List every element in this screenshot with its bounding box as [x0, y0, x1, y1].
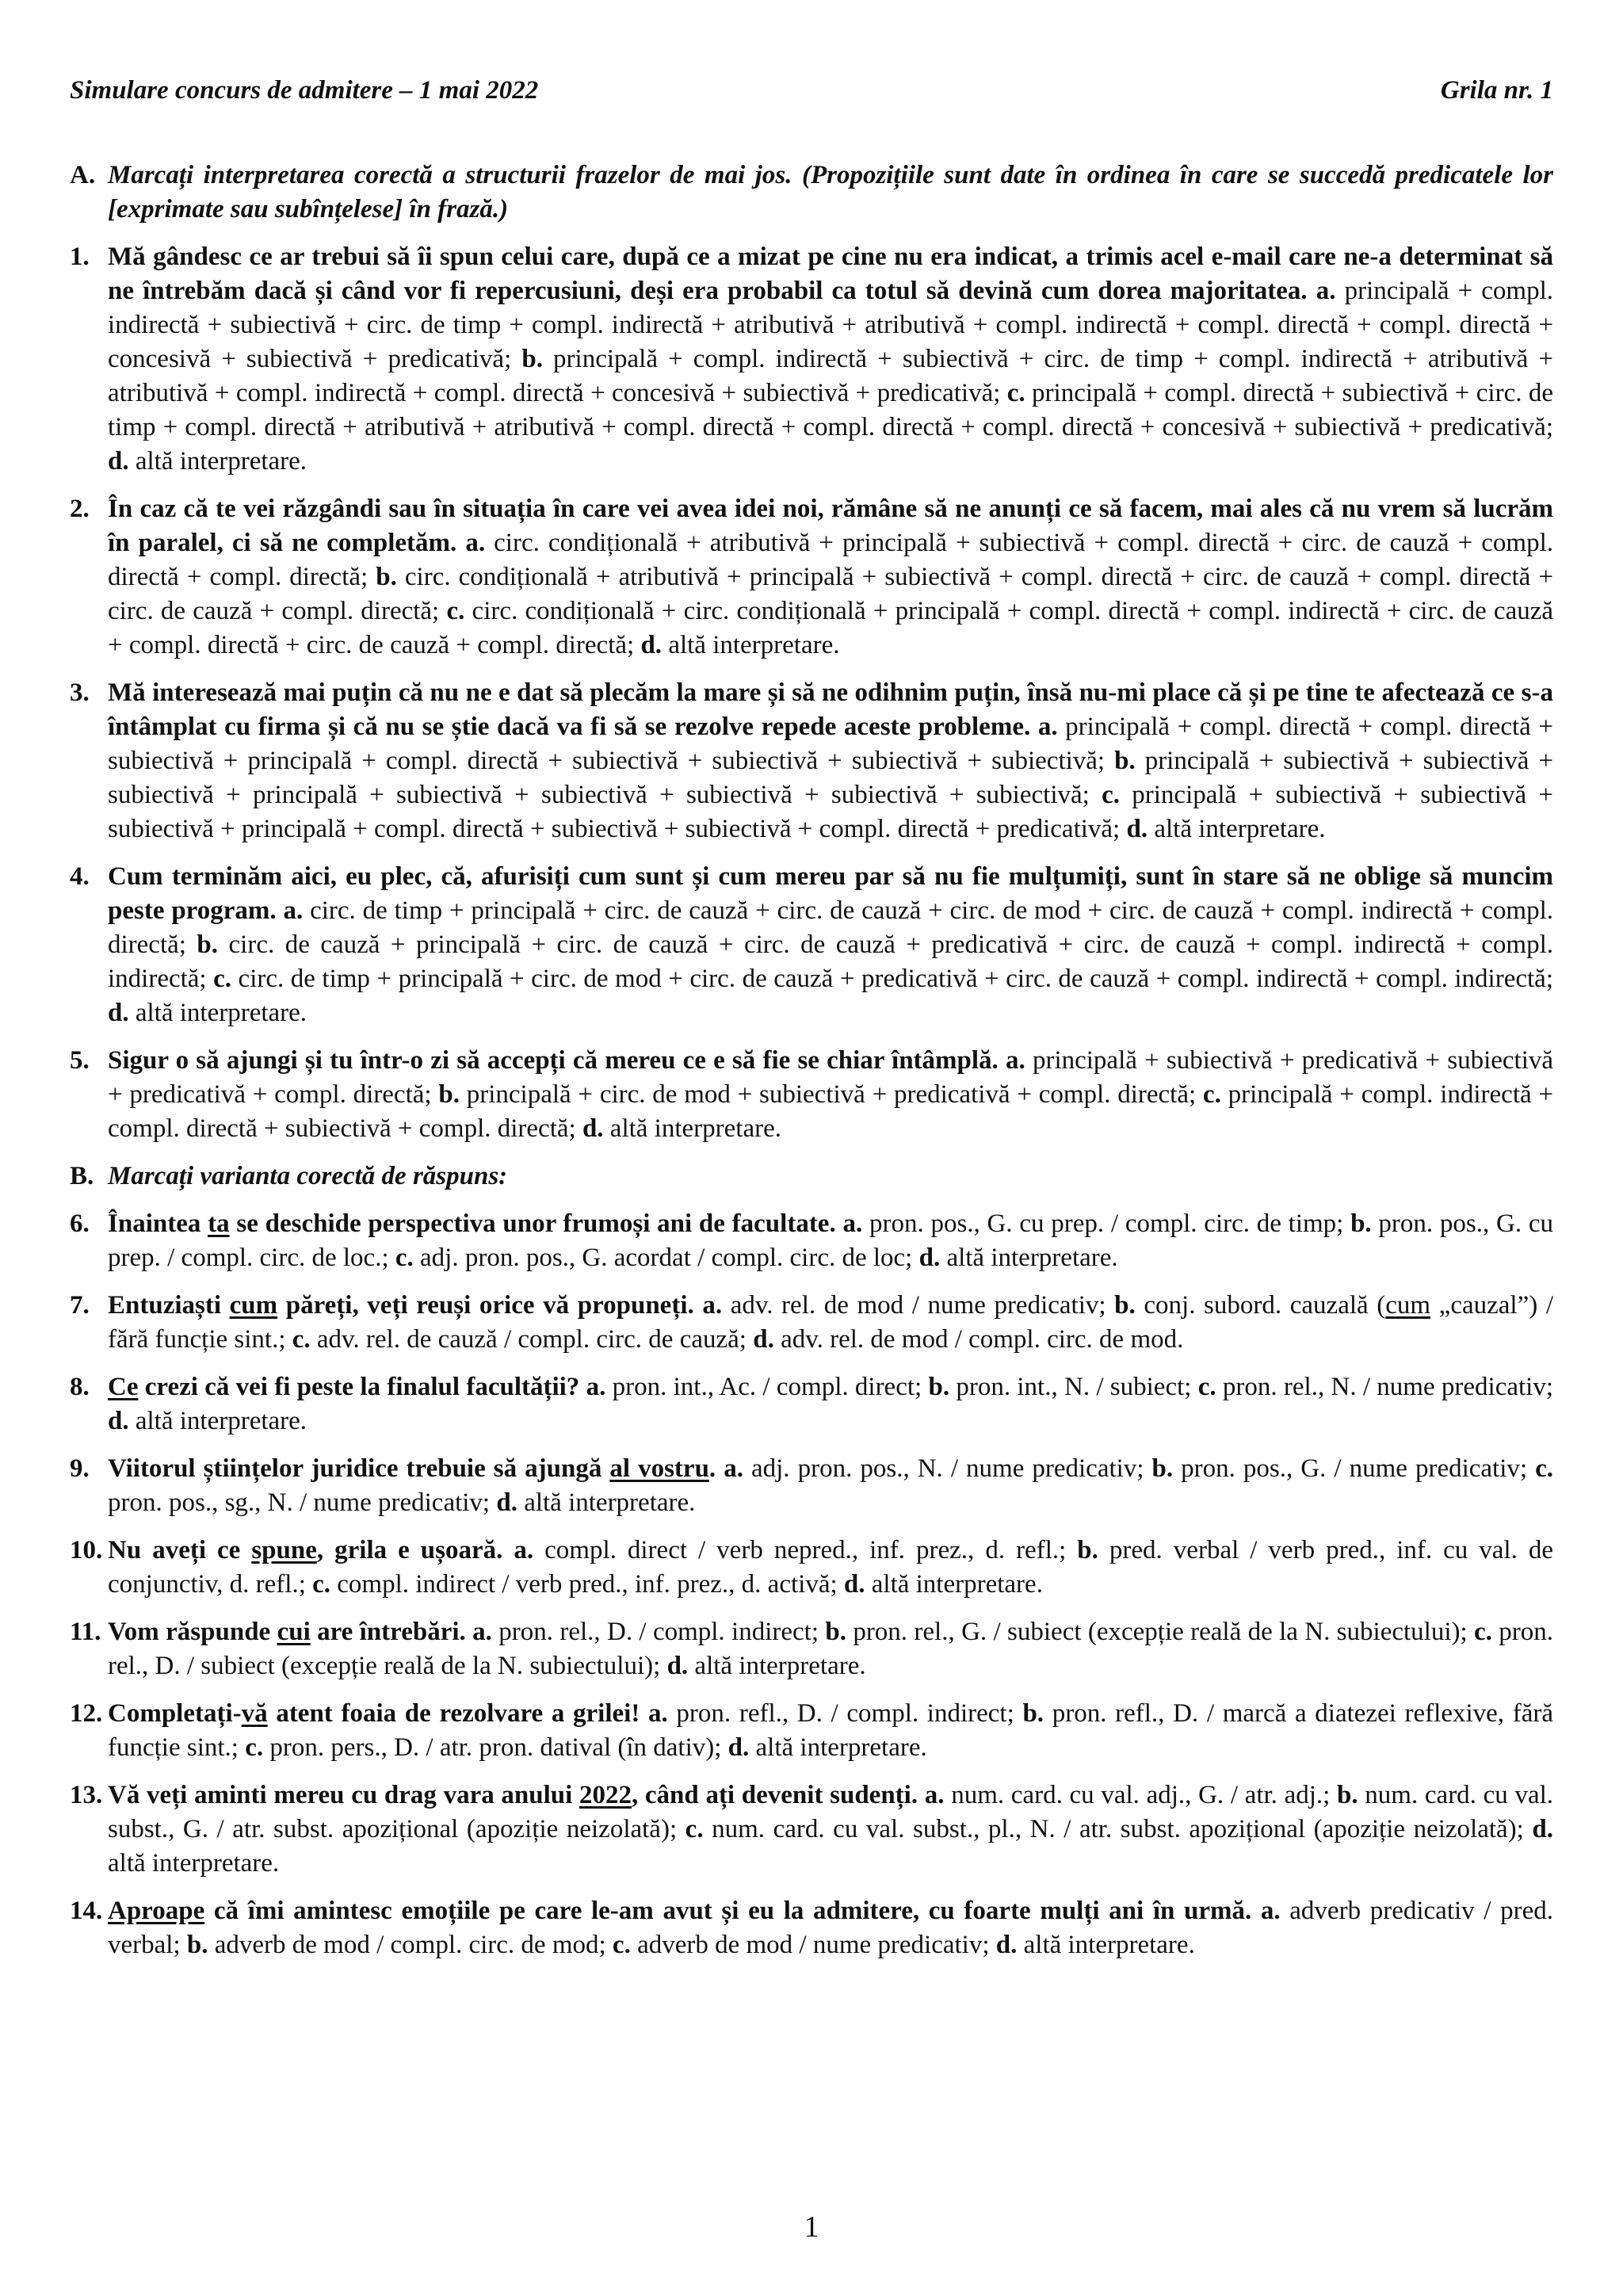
- answer-option-text: pron. refl., D. / marcă a diatezei reflexive, fără funcție sint.;: [108, 1699, 1554, 1762]
- exam-content: [70, 159, 1553, 1976]
- question-stem: atent foaia de rezolvare a grilei!: [267, 1699, 640, 1728]
- question-item: [70, 1778, 1553, 1881]
- answer-option-letter: a.: [924, 1781, 945, 1809]
- answer-option-text: principală + compl. indirectă + subiectivă + circ. de timp + compl. indirectă + atributivă + atributivă + compl. indirectă + compl. directă + compl. directă + concesivă + subiectivă + predicativă;: [108, 277, 1554, 373]
- answer-option-letter: c.: [245, 1733, 264, 1762]
- question-number: 13.: [70, 1781, 103, 1809]
- question-number: 14.: [70, 1897, 103, 1925]
- answer-option-text: circ. condițională + atributivă + principală + subiectivă + compl. directă + circ. de cauză + compl. directă + compl. directă;: [108, 529, 1554, 591]
- answer-option-letter: c.: [292, 1325, 311, 1354]
- question-item: [70, 1894, 1553, 1962]
- answer-option-letter: d.: [108, 447, 129, 476]
- answer-option-letter: d.: [918, 1244, 941, 1272]
- answer-option-letter: a.: [586, 1373, 606, 1401]
- answer-option-text: altă interpretare.: [1148, 815, 1326, 843]
- question-stem: crezi că vei fi peste la finalul facultății?: [138, 1373, 580, 1401]
- answer-option-text: [918, 1781, 925, 1809]
- answer-option-text: altă interpretare.: [128, 1407, 307, 1435]
- answer-option-text: pron. pos., G. cu prep. / compl. circ. de timp;: [862, 1209, 1351, 1238]
- question-stem: Ce: [108, 1373, 139, 1401]
- answer-option-text: compl. indirect / verb pred., inf. prez., d. activă;: [330, 1570, 844, 1599]
- question-list-a: [70, 240, 1553, 1146]
- answer-option-text: adverb predicativ / pred. verbal;: [108, 1897, 1553, 1959]
- question-stem: cum: [229, 1291, 278, 1320]
- answer-option-letter: a.: [724, 1454, 743, 1483]
- answer-option-letter: d.: [108, 1407, 129, 1435]
- answer-option-letter: a.: [283, 896, 304, 925]
- answer-option-letter: c.: [1197, 1373, 1216, 1401]
- question-stem: vă: [241, 1699, 268, 1728]
- answer-option-letter: d.: [108, 999, 129, 1027]
- question-item: [70, 1370, 1553, 1438]
- answer-option-letter: a.: [1260, 1897, 1281, 1925]
- question-item: [70, 1452, 1553, 1520]
- answer-option-letter: c.: [213, 965, 232, 993]
- answer-option-text: altă interpretare.: [940, 1244, 1118, 1272]
- question-text: [108, 1044, 1553, 1146]
- question-stem: Completați-: [108, 1699, 242, 1728]
- answer-option-text: circ. condițională + atributivă + principală + subiectivă + compl. directă + circ. de cauză + compl. directă + circ. de cauză + compl. directă;: [108, 563, 1553, 625]
- answer-option-text: pron. pos., sg., N. / nume predicativ;: [108, 1488, 497, 1517]
- answer-option-text: [1030, 712, 1038, 741]
- answer-option-text: pron. pers., D. / atr. pron. datival (în dativ);: [263, 1733, 728, 1762]
- answer-option-letter: c.: [685, 1815, 704, 1843]
- question-stem: Vă veți aminti mereu cu drag vara anului: [108, 1781, 579, 1809]
- question-stem: Aproape: [108, 1897, 205, 1925]
- question-stem: are întrebări.: [310, 1618, 466, 1646]
- question-number: 8.: [70, 1373, 90, 1401]
- answer-option-letter: b.: [928, 1373, 950, 1401]
- section-letter: A.: [70, 161, 96, 189]
- question-item: [70, 1289, 1553, 1357]
- answer-option-letter: d.: [753, 1325, 774, 1354]
- answer-option-text: principală + subiectivă + subiectivă + subiectivă + principală + subiectivă + subiectivă + subiectivă + subiectivă + subiectivă;: [108, 747, 1553, 809]
- question-stem: că îmi amintesc emoțiile pe care le-am avut și eu la admitere, cu foarte mulți ani în urmă.: [204, 1897, 1252, 1925]
- page-number: 1: [804, 2210, 819, 2244]
- question-stem: Cum terminăm aici, eu plec, că, afurisiți cum sunt și cum mereu par să nu fie mulțumiți, sunt în stare să ne oblige să muncim peste program.: [108, 862, 1553, 925]
- answer-option-letter: a.: [472, 1618, 492, 1646]
- answer-option-letter: a.: [514, 1536, 534, 1564]
- question-text: [108, 1370, 1553, 1438]
- answer-option-text: adv. rel. de cauză / compl. circ. de cauză;: [310, 1325, 754, 1354]
- answer-option-text: [579, 1373, 586, 1401]
- answer-option-letter: b.: [1337, 1781, 1358, 1809]
- answer-option-text: num. card. cu val. adj., G. / atr. adj.;: [944, 1781, 1338, 1809]
- question-number: 2.: [70, 495, 90, 523]
- question-number: 3.: [70, 678, 90, 707]
- answer-option-letter: b.: [197, 930, 219, 959]
- question-text: [108, 860, 1553, 1030]
- question-stem: Viitorul științelor juridice trebuie să ajungă: [108, 1454, 610, 1483]
- answer-option-letter: d.: [727, 1733, 750, 1762]
- answer-option-letter: d.: [496, 1488, 517, 1517]
- answer-option-text: pron. int., N. / subiect;: [949, 1373, 1198, 1401]
- answer-option-text: pron. rel., G. / subiect (excepție reală de la N. subiectului);: [846, 1618, 1475, 1646]
- answer-option-text: altă interpretare.: [128, 447, 307, 476]
- answer-option-letter: b.: [521, 345, 543, 373]
- answer-option-letter: a.: [648, 1699, 668, 1728]
- answer-option-text: principală + subiectivă + subiectivă + subiectivă + principală + compl. directă + subiectivă + subiectivă + compl. directă + predicativă;: [108, 781, 1553, 843]
- answer-option-letter: d.: [843, 1570, 865, 1599]
- question-text: [108, 1289, 1553, 1357]
- answer-option-text: compl. direct / verb nepred., inf. prez., d. refl.;: [533, 1536, 1078, 1564]
- question-stem: ta: [208, 1209, 230, 1238]
- answer-option-letter: b.: [186, 1931, 208, 1959]
- section-a-instruction: [70, 159, 1553, 227]
- question-text: [108, 1207, 1553, 1275]
- answer-option-text: altă interpretare.: [688, 1652, 866, 1680]
- question-number: 10.: [70, 1536, 103, 1564]
- answer-option-text: „cauzal”) / fără funcție sint.;: [108, 1291, 1553, 1354]
- page-header: [70, 76, 1553, 114]
- header-grid-number: Grila nr. 1: [1440, 76, 1553, 105]
- answer-option-letter: d.: [1532, 1815, 1553, 1843]
- answer-option-letter: c.: [446, 597, 465, 625]
- answer-option-letter: d.: [582, 1114, 604, 1143]
- answer-option-text: circ. de timp + principală + circ. de cauză + circ. de cauză + circ. de mod + circ. de cauză + compl. indirectă + compl. directă;: [108, 896, 1554, 959]
- answer-option-text: num. card. cu val. subst., pl., N. / atr. subst. apozițional (apoziție neizolată);: [703, 1815, 1533, 1843]
- question-stem: .: [708, 1454, 716, 1483]
- question-stem: , grila e ușoară.: [316, 1536, 503, 1564]
- answer-option-text: principală + compl. directă + compl. directă + subiectivă + principală + compl. directă + subiectivă + subiectivă + subiectivă + subiectivă;: [108, 712, 1553, 775]
- question-stem: cui: [277, 1618, 311, 1646]
- question-number: 5.: [70, 1046, 90, 1075]
- answer-option-letter: b.: [438, 1080, 460, 1109]
- answer-option-text: conj. subord. cauzală (: [1135, 1291, 1386, 1320]
- question-number: 7.: [70, 1291, 90, 1320]
- question-item: [70, 492, 1553, 663]
- question-stem: Mă gândesc ce ar trebui să îi spun celui care, după ce a mizat pe cine nu era indicat, a trimis acel e-mail care ne-a determinat să ne întrebăm dacă și când vor fi repercusiuni, deși era probabil ca totul să devină cum dorea majoritatea.: [108, 243, 1553, 305]
- question-text: [108, 1778, 1553, 1881]
- answer-option-letter: c.: [1474, 1618, 1492, 1646]
- section-instruction: Marcați varianta corectă de răspuns:: [108, 1162, 508, 1190]
- answer-option-text: [1308, 277, 1316, 305]
- answer-option-text: circ. condițională + circ. condițională + principală + compl. directă + compl. indirectă + circ. de cauză + compl. directă + circ. de cauză + compl. directă;: [108, 597, 1554, 659]
- section-instruction: Marcați interpretarea corectă a structurii frazelor de mai jos. (Propozițiile sunt date în ordinea în care se succedă predicatele lor [exprimate sau subînțelese] în frază.): [108, 161, 1553, 223]
- question-stem: În caz că te vei răzgândi sau în situația în care vei avea idei noi, rămâne să ne anunți ce să facem, mai ales că nu vrem să lucrăm în paralel, ci să ne completăm.: [108, 495, 1553, 557]
- answer-option-text: [999, 1046, 1006, 1075]
- answer-option-letter: d.: [666, 1652, 689, 1680]
- answer-option-text: adv. rel. de mod / nume predicativ;: [722, 1291, 1115, 1320]
- question-item: [70, 1697, 1553, 1765]
- question-stem: Sigur o să ajungi și tu într-o zi să accepți că mereu ce e să fie se chiar întâmplă.: [108, 1046, 999, 1075]
- question-stem: al vostru: [609, 1454, 709, 1483]
- question-item: [70, 860, 1553, 1030]
- answer-option-text: principală + compl. directă + subiectivă + circ. de timp + compl. directă + atributivă + atributivă + compl. directă + compl. directă + compl. directă + concesivă + subiectivă + predicativă;: [108, 379, 1553, 441]
- question-text: [108, 1534, 1553, 1602]
- answer-option-letter: d.: [1126, 815, 1148, 843]
- answer-option-text: pron. pos., G. / nume predicativ;: [1173, 1454, 1536, 1483]
- answer-option-text: altă interpretare.: [603, 1114, 781, 1143]
- question-stem: Nu aveți ce: [108, 1536, 252, 1564]
- answer-option-text: [502, 1536, 514, 1564]
- answer-option-text: altă interpretare.: [517, 1488, 696, 1517]
- underlined-word: cum: [1385, 1291, 1431, 1320]
- section-letter: B.: [70, 1162, 94, 1190]
- answer-option-text: [456, 529, 465, 557]
- answer-option-text: altă interpretare.: [865, 1570, 1043, 1599]
- answer-option-text: num. card. cu val. subst., G. / atr. subst. apozițional (apoziție neizolată);: [108, 1781, 1554, 1843]
- answer-option-text: pron. refl., D. / compl. indirect;: [667, 1699, 1023, 1728]
- answer-option-text: pron. rel., N. / nume predicativ;: [1216, 1373, 1554, 1401]
- answer-option-letter: a.: [702, 1291, 723, 1320]
- question-stem: spune: [251, 1536, 317, 1564]
- question-number: 12.: [70, 1699, 103, 1728]
- answer-option-letter: a.: [1037, 712, 1058, 741]
- answer-option-letter: d.: [640, 631, 663, 659]
- question-text: [108, 492, 1553, 663]
- question-stem: Vom răspunde: [108, 1618, 277, 1646]
- question-stem: 2022: [579, 1781, 632, 1809]
- question-list-b: [70, 1207, 1553, 1962]
- question-text: [108, 1615, 1553, 1683]
- question-item: [70, 676, 1553, 846]
- answer-option-text: adverb de mod / nume predicativ;: [630, 1931, 996, 1959]
- question-text: [108, 1894, 1553, 1962]
- answer-option-text: pron. int., Ac. / compl. direct;: [605, 1373, 929, 1401]
- answer-option-letter: c.: [1006, 379, 1025, 407]
- answer-option-text: altă interpretare.: [1017, 1931, 1195, 1959]
- answer-option-text: altă interpretare.: [128, 999, 307, 1027]
- answer-option-letter: b.: [1350, 1209, 1372, 1238]
- answer-option-letter: c.: [1202, 1080, 1221, 1109]
- header-title: Simulare concurs de admitere – 1 mai 2022: [70, 76, 539, 105]
- question-number: 6.: [70, 1209, 90, 1238]
- question-number: 1.: [70, 243, 90, 271]
- answer-option-text: pred. verbal / verb pred., inf. cu val. de conjunctiv, d. refl.;: [108, 1536, 1554, 1599]
- answer-option-text: [1251, 1897, 1261, 1925]
- answer-option-text: [466, 1618, 472, 1646]
- question-number: 9.: [70, 1454, 90, 1483]
- answer-option-text: altă interpretare.: [749, 1733, 927, 1762]
- question-stem: Entuziaști: [108, 1291, 230, 1320]
- answer-option-letter: c.: [312, 1570, 331, 1599]
- question-text: [108, 1697, 1553, 1765]
- question-number: 11.: [70, 1618, 101, 1646]
- answer-option-text: principală + circ. de mod + subiectivă + predicativă + compl. directă;: [459, 1080, 1203, 1109]
- answer-option-letter: a.: [1316, 277, 1336, 305]
- answer-option-letter: c.: [612, 1931, 631, 1959]
- question-stem: se deschide perspectiva unor frumoși ani de facultate.: [229, 1209, 836, 1238]
- question-text: [108, 676, 1553, 846]
- answer-option-text: altă interpretare.: [662, 631, 840, 659]
- question-item: [70, 1534, 1553, 1602]
- answer-option-letter: a.: [1006, 1046, 1025, 1075]
- question-text: [108, 240, 1553, 479]
- question-stem: , când ați devenit sudenți.: [631, 1781, 918, 1809]
- section-b-instruction: [70, 1159, 1553, 1194]
- answer-option-text: pron. rel., D. / compl. indirect;: [491, 1618, 826, 1646]
- answer-option-text: principală + compl. indirectă + subiectivă + circ. de timp + compl. indirectă + atributivă + atributivă + compl. indirectă + compl. directă + concesivă + subiectivă + predicativă;: [108, 345, 1553, 407]
- answer-option-letter: b.: [1077, 1536, 1098, 1564]
- answer-option-letter: d.: [995, 1931, 1018, 1959]
- answer-option-letter: b.: [825, 1618, 846, 1646]
- answer-option-letter: b.: [1114, 1291, 1136, 1320]
- question-stem: Mă interesează mai puțin că nu ne e dat să plecăm la mare și să ne odihnim puțin, însă nu-mi place că și pe tine te afectează ce s-a întâmplat cu firma și că nu se știe dacă va fi să se rezolve repede aceste probleme.: [108, 678, 1553, 741]
- answer-option-letter: c.: [1102, 781, 1120, 809]
- answer-option-text: pron. pos., G. cu prep. / compl. circ. de loc.;: [108, 1209, 1553, 1272]
- answer-option-text: [694, 1291, 703, 1320]
- answer-option-text: principală + subiectivă + predicativă + subiectivă + predicativă + compl. directă;: [108, 1046, 1554, 1109]
- answer-option-text: principală + compl. indirectă + compl. directă + subiectivă + compl. directă;: [108, 1080, 1554, 1143]
- answer-option-letter: b.: [1022, 1699, 1044, 1728]
- question-text: [108, 1452, 1553, 1520]
- answer-option-letter: c.: [395, 1244, 414, 1272]
- answer-option-text: adverb de mod / compl. circ. de mod;: [208, 1931, 613, 1959]
- question-stem: Înaintea: [108, 1209, 208, 1238]
- question-item: [70, 1615, 1553, 1683]
- answer-option-letter: b.: [376, 563, 397, 591]
- answer-option-letter: c.: [1535, 1454, 1553, 1483]
- answer-option-text: adv. rel. de mod / compl. circ. de mod.: [773, 1325, 1184, 1354]
- question-number: 4.: [70, 862, 90, 891]
- answer-option-text: adj. pron. pos., N. / nume predicativ;: [743, 1454, 1152, 1483]
- question-stem: păreți, veți reuși orice vă propuneți.: [277, 1291, 694, 1320]
- answer-option-letter: a.: [465, 529, 486, 557]
- question-item: [70, 1207, 1553, 1275]
- answer-option-letter: b.: [1151, 1454, 1174, 1483]
- question-item: [70, 1044, 1553, 1146]
- answer-option-letter: b.: [1114, 747, 1136, 775]
- answer-option-text: circ. de cauză + principală + circ. de cauză + circ. de cauză + predicativă + circ. de cauză + compl. indirectă + compl. indirectă;: [108, 930, 1553, 993]
- answer-option-text: adj. pron. pos., G. acordat / compl. circ. de loc;: [413, 1244, 919, 1272]
- answer-option-text: pron. rel., D. / subiect (excepție reală de la N. subiectului);: [108, 1618, 1554, 1680]
- answer-option-text: [716, 1454, 724, 1483]
- answer-option-text: [640, 1699, 648, 1728]
- question-item: [70, 240, 1553, 479]
- answer-option-text: altă interpretare.: [108, 1849, 280, 1878]
- answer-option-text: circ. de timp + principală + circ. de mod + circ. de cauză + predicativă + circ. de cauză + compl. indirectă + compl. indirectă;: [231, 965, 1553, 993]
- answer-option-letter: a.: [842, 1209, 863, 1238]
